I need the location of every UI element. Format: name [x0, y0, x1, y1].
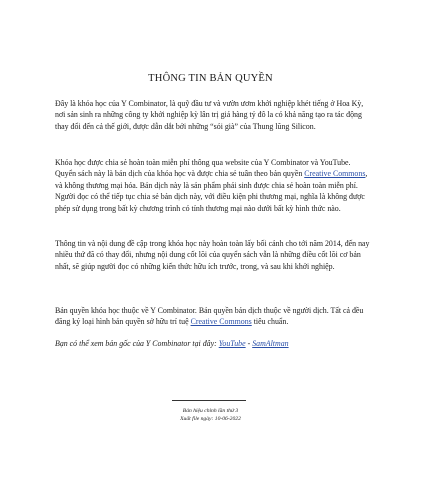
paragraph-text: Khóa học được chia sẻ hoàn toàn miễn phí thông qua website của Y Combinator và YouTube. Quyển sách này là bản dịch của khóa học và được chia sẻ tuân theo bản quyền — [55, 158, 351, 179]
paragraph-context: Thông tin và nội dung đề cập trong khóa học này hoàn toàn lấy bối cảnh cho tới năm 2014, đến nay nhiều thứ đã có thay đổi, nhưng nội dung cốt lõi của quyển sách vẫn là những điều cốt lõi cơ bản nhất, sẽ giúp người đọc có những kiến thức hữu ích trước, trong, và sau khi khởi nghiệp. — [55, 239, 370, 271]
creative-commons-link[interactable]: Creative Commons — [304, 169, 366, 179]
paragraph-intro: Đây là khóa học của Y Combinator, là quỹ đầu tư và vườn ươm khởi nghiệp khét tiếng ở Hoa Kỳ, nơi sản sinh ra những công ty khởi nghiệp kỳ lân trị giá hàng tỷ đô la có khả năng tạo ra tác động thay đổi đến cả thế giới, được dẫn dắt bởi những “sói già” của Thung lũng Silicon. — [55, 99, 364, 131]
youtube-link[interactable]: YouTube — [218, 339, 246, 348]
footer-divider — [172, 400, 246, 401]
paragraph-original-source — [55, 338, 371, 349]
paragraph-text: , và không thương mại hóa. Bản dịch này là sản phẩm phái sinh được chia sẻ hoàn toàn miễn phí. Người đọc có thể tiếp tục chia sẻ bản dịch này, với điều kiện phi thương mại, nghĩa là không được phép sử dụng trong bất kỳ chương trình có tính thương mại nào dưới bất kỳ hình thức nào. — [55, 169, 368, 213]
creative-commons-link[interactable]: Creative Commons — [190, 317, 252, 327]
samaltman-link[interactable]: SamAltman — [252, 339, 289, 348]
export-date: Xuất file ngày: 10-06-2022 — [180, 416, 241, 422]
page-title: THÔNG TIN BẢN QUYỀN — [148, 73, 273, 84]
revision-note: Bản hiệu chỉnh lần thứ 3 — [182, 408, 239, 414]
link-separator: - — [245, 339, 253, 348]
paragraph-copyright — [55, 305, 371, 328]
footer — [0, 407, 421, 423]
paragraph-text: tiêu chuẩn. — [251, 317, 289, 327]
paragraph-license-sharing — [55, 157, 371, 214]
paragraph-text: Bạn có thể xem bản gốc của Y Combinator tại đây: — [55, 339, 219, 348]
paragraph-text: Bản quyền khóa học thuộc về Y Combinator. Bản quyền bản dịch thuộc về người dịch. Tất cả đều đăng ký loại hình bản quyền sở hữu trí tuệ — [55, 306, 364, 327]
